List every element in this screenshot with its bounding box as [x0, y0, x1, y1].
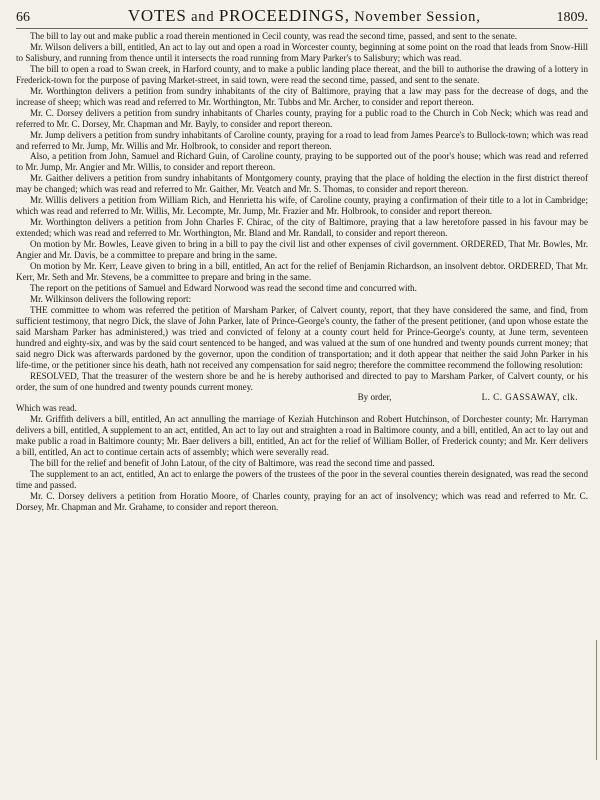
signature-line — [16, 392, 588, 403]
paragraph: Mr. Wilson delivers a bill, entitled, An act to lay out and open a road in Worcester county, beginning at some point on the road that leads from Snow-Hill to Salisbury, and running from thence until it intersects the road running from Mary Parker's to Salisbury; which was read. — [16, 41, 588, 63]
paragraph: Also, a petition from John, Samuel and Richard Guin, of Caroline county, praying to be supported out of the poor's house; which was read and referred to Mr. Jump, Mr. Angier and Mr. Willis, to consider and report thereon. — [16, 151, 588, 173]
paragraph: Mr. Worthington delivers a petition from John Charles F. Chirac, of the city of Baltimore, praying that a law heretofore passed in his favour may be extended; which was read and referred to Mr. Worthington, Mr. Bland and Mr. Randall, to consider and report thereon. — [16, 217, 588, 239]
by-order: By order, — [357, 392, 392, 403]
year: 1809. — [556, 10, 588, 25]
title-proceedings: PROCEEDINGS, — [218, 6, 350, 25]
paragraph: Mr. Worthington delivers a petition from sundry inhabitants of the city of Baltimore, praying that a law may pass for the decrease of dogs, and the increase of sheep; which was read and referred to Mr. Worthington, Mr. Tubbs and Mr. Archer, to consider and report thereon. — [16, 85, 588, 107]
paragraph: Mr. C. Dorsey delivers a petition from sundry inhabitants of Charles county, praying for a public road to the Church in Cob Neck; which was read and referred to Mr. C. Dorsey, Mr. Chapman and Mr. Bayly, to consider and report thereon. — [16, 107, 588, 129]
title-and: and — [191, 9, 215, 25]
paragraph: Mr. Griffith delivers a bill, entitled, An act annulling the marriage of Keziah Hutchinson and Robert Hutchinson, of Dorchester county; Mr. Harryman delivers a bill, entitled, A supplement to an act, entitled, An act to lay out and straighten a road in Baltimore county, and a bill, entitled, An act to lay out and make public a road in Baltimore county; Mr. Baer delivers a bill, entitled, An act for the relief of William Boller, of Frederick county; and Mr. Kerr delivers a bill, entitled, An act to continue certain acts of assembly; which were severally read. — [16, 414, 588, 458]
page-edge-rule — [596, 640, 597, 760]
paragraph: Mr. C. Dorsey delivers a petition from Horatio Moore, of Charles county, praying for an act of insolvency; which was read and referred to Mr. C. Dorsey, Mr. Chapman and Mr. Grahame, to consider and report thereon. — [16, 491, 588, 512]
paragraph: Mr. Wilkinson delivers the following report: — [30, 293, 192, 304]
paragraph: On motion by Mr. Bowles, Leave given to bring in a bill to pay the civil list and other expenses of civil government. ORDERED, That Mr. Bowles, Mr. Angier and Mr. Davis, be a committee to prepare and bring in the same. — [16, 239, 588, 261]
title-votes: VOTES — [127, 6, 187, 25]
journal-body — [16, 31, 588, 513]
paragraph: The supplement to an act, entitled, An act to enlarge the powers of the trustees of the poor in the several counties therein designated, was read the second time and passed. — [16, 469, 588, 491]
resolution: RESOLVED, That the treasurer of the western shore be and he is hereby authorised and directed to pay to Marsham Parker, of Calvert county, or his order, the sum of one hundred and twenty pounds current money. — [16, 370, 588, 392]
paragraph: The bill to lay out and make public a road therein mentioned in Cecil county, was read the second time, passed, and sent to the senate. — [30, 31, 518, 41]
paragraph: The bill to open a road to Swan creek, in Harford county, and to make a public landing place thereat, and the bill to authorise the drawing of a lottery in Frederick-town for the purpose of paving Market-street, in said town, were read the second time, passed, and sent to the senate. — [16, 63, 588, 85]
page-number: 66 — [16, 10, 30, 25]
page-header — [16, 6, 588, 29]
clerk-name: L. C. GASSAWAY, clk. — [481, 392, 578, 403]
paragraph: Mr. Gaither delivers a petition from sundry inhabitants of Montgomery county, praying that the place of holding the election in the first district thereof may be changed; which was read and referred to Mr. Gaither, Mr. Veatch and Mr. S. Thomas, to consider and report thereon. — [16, 173, 588, 195]
paragraph: Mr. Jump delivers a petition from sundry inhabitants of Caroline county, praying for a road to lead from James Pearce's to Bullock-town; which was read and referred to Mr. Jump, Mr. Willis and Mr. Holbrook, to consider and report thereon. — [16, 129, 588, 151]
running-title — [52, 6, 557, 26]
paragraph: The bill for the relief and benefit of John Latour, of the city of Baltimore, was read the second time and passed. — [30, 458, 435, 469]
paragraph: Mr. Willis delivers a petition from William Rich, and Henrietta his wife, of Caroline county, praying a confirmation of their title to a lot in Cambridge; which was read and referred to Mr. Willis, Mr. Lecompte, Mr. Jump, Mr. Frazier and Mr. Holbrook, to consider and report thereon. — [16, 195, 588, 217]
committee-report: THE committee to whom was referred the petition of Marsham Parker, of Calvert county, report, that they have considered the same, and find, from sufficient testimony, that negro Dick, the slave of John Parker, late of Prince-George's county, the father of the present petitioner, (and upon whose estate the said Marsham Parker has administered,) was tried and convicted of felony at a county court held for Prince-George's county, at June term, seventeen hundred and eighty-six, and was by the said court sentenced to be hanged, and was valued at the sum of one hundred and twenty pounds current money; that said negro Dick was afterwards pardoned by the governor, upon the condition of transportation; and it doth appear that neither the said John Parker in his life-time, or the petitioner since his death, hath not received any compensation for said negro; therefore the committee recommend the following resolution: — [16, 304, 588, 370]
paragraph: On motion by Mr. Kerr, Leave given to bring in a bill, entitled, An act for the relief of Benjamin Richardson, an insolvent debtor. ORDERED, That Mr. Kerr, Mr. Seth and Mr. Stevens, be a committee to prepare and bring in the same. — [16, 261, 588, 282]
title-session: November Session, — [354, 9, 481, 25]
paragraph: The report on the petitions of Samuel and Edward Norwood was read the second time and concurred with. — [30, 282, 417, 293]
paragraph: Which was read. — [16, 403, 77, 414]
